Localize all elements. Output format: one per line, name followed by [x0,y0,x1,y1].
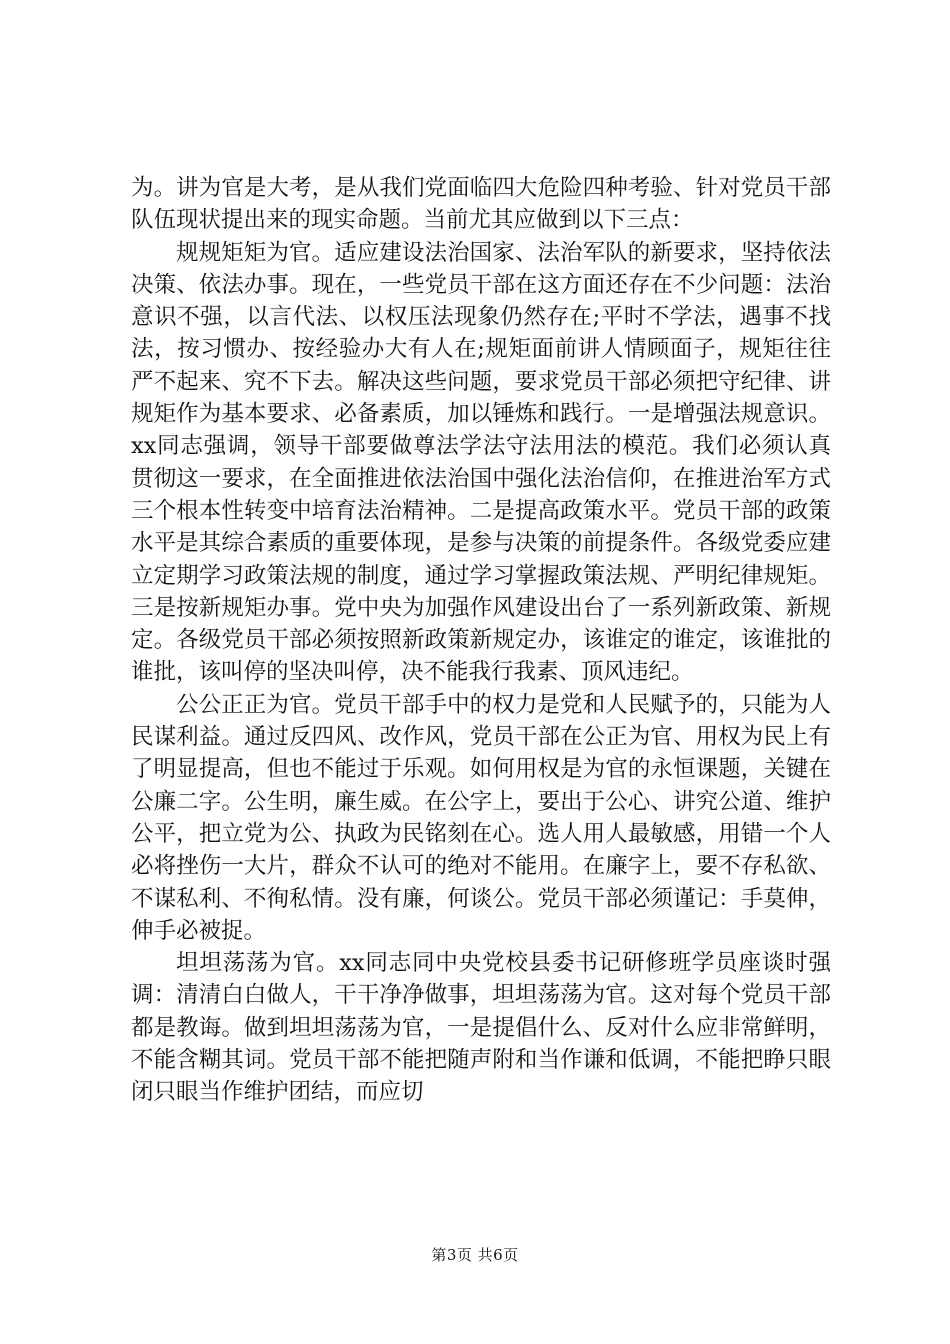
paragraph-rules: 规规矩矩为官。适应建设法治国家、法治军队的新要求，坚持依法决策、依法办事。现在，一些党员干部在这方面还存在不少问题：法治意识不强，以言代法、以权压法现象仍然存在;平时不学法，遇事不找法，按习惯办、按经验办大有人在;规矩面前讲人情顾面子，规矩往往严不起来、究不下去。解决这些问题，要求党员干部必须把守纪律、讲规矩作为基本要求、必备素质，加以锤炼和践行。一是增强法规意识。xx同志强调，领导干部要做尊法学法守法用法的模范。我们必须认真贯彻这一要求，在全面推进依法治国中强化法治信仰，在推进治军方式三个根本性转变中培育法治精神。二是提高政策水平。党员干部的政策水平是其综合素质的重要体现，是参与决策的前提条件。各级党委应建立定期学习政策法规的制度，通过学习掌握政策法规、严明纪律规矩。三是按新规矩办事。党中央为加强作风建设出台了一系列新政策、新规定。各级党员干部必须按照新政策新规定办，该谁定的谁定，该谁批的谁批，该叫停的坚决叫停，决不能我行我素、顶风违纪。 [131,239,831,686]
paragraph-fairness: 公公正正为官。党员干部手中的权力是党和人民赋予的，只能为人民谋利益。通过反四风、改作风，党员干部在公正为官、用权为民上有了明显提高，但也不能过于乐观。如何用权是为官的永恒课题，关键在公廉二字。公生明，廉生威。在公字上，要出于公心、讲究公道、维护公平，把立党为公、执政为民铭刻在心。选人用人最敏感，用错一个人必将挫伤一大片，群众不认可的绝对不能用。在廉字上，要不存私欲、不谋私利、不徇私情。没有廉，何谈公。党员干部必须谨记：手莫伸，伸手必被捉。 [131,691,831,944]
paragraph-openness: 坦坦荡荡为官。xx同志同中央党校县委书记研修班学员座谈时强调：清清白白做人，干干净净做事，坦坦荡荡为官。这对每个党员干部都是教诲。做到坦坦荡荡为官，一是提倡什么、反对什么应非常鲜明，不能含糊其词。党员干部不能把随声附和当作谦和低调，不能把睁只眼闭只眼当作维护团结，而应切 [131,950,831,1106]
page-number-footer: 第3页 共6页 [431,1246,519,1264]
paragraph-continuation: 为。讲为官是大考，是从我们党面临四大危险四种考验、针对党员干部队伍现状提出来的现实命题。当前尤其应做到以下三点： [131,175,831,234]
document-body [131,172,831,1109]
